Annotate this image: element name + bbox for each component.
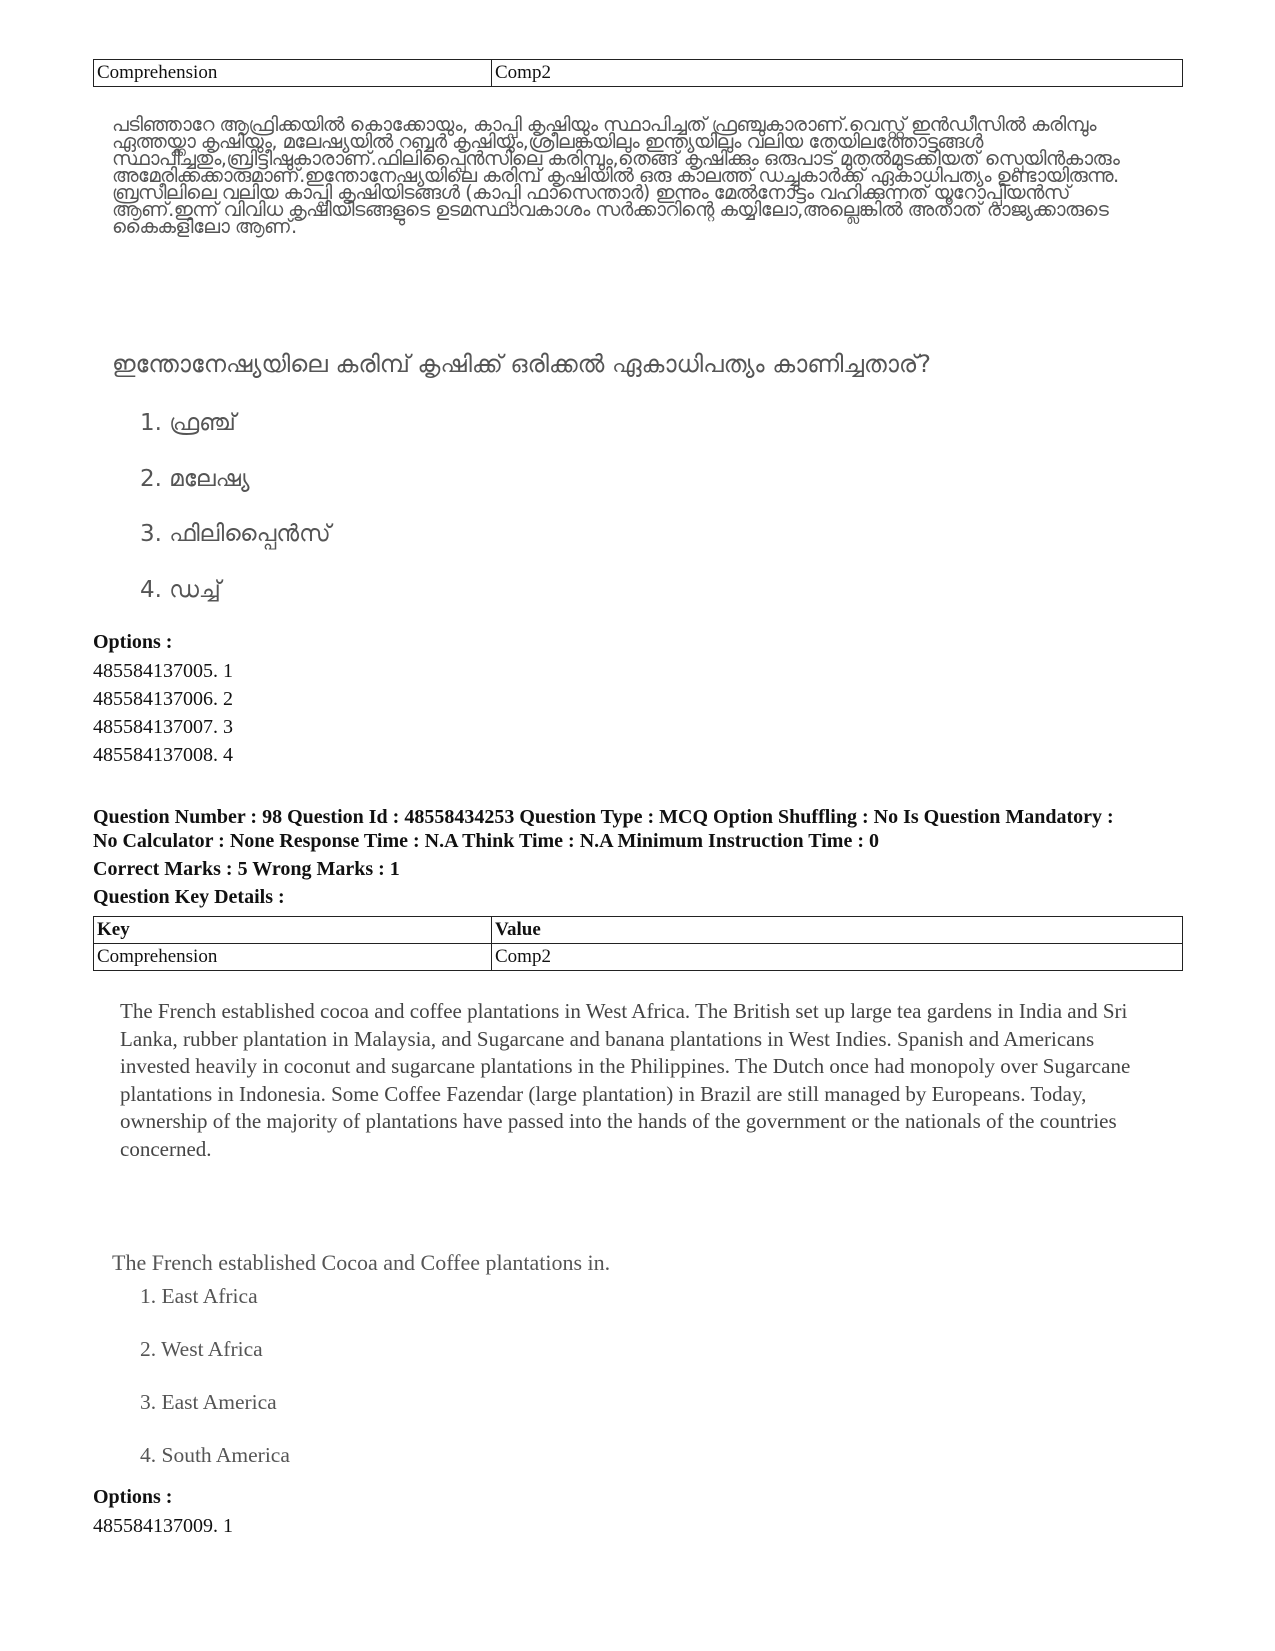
table-header-row (94, 917, 1183, 944)
malayalam-option-3: 3. ഫിലിപ്പൈൻസ് (140, 521, 331, 547)
question-key-table (93, 916, 1183, 971)
question-meta-line-1: Question Number : 98 Question Id : 48558434253 Question Type : MCQ Option Shuffling : No Is Question Mandatory : (93, 806, 1114, 828)
header-value-cell: Value (492, 917, 1183, 944)
english-passage: The French established cocoa and coffee plantations in West Africa. The British set up large tea gardens in India and Sri Lanka, rubber plantation in Malaysia, and Sugarcane and banana plantations in West Indies. Spanish and Americans invested heavily in coconut and sugarcane plantations in the Philippines. The Dutch once had monopoly over Sugarcane plantations in Indonesia. Some Coffee Fazendar (large plantation) in Brazil are still managed by Europeans. Today, ownership of the majority of plantations have passed into the hands of the government or the nationals of the countries concerned. (120, 999, 1131, 1161)
table-row (94, 944, 1183, 971)
header-key-cell: Key (94, 917, 492, 944)
question-meta-line-2: No Calculator : None Response Time : N.A Think Time : N.A Minimum Instruction Time : 0 (93, 830, 879, 852)
options-label: Options : (93, 1486, 173, 1508)
english-question: The French established Cocoa and Coffee plantations in. (112, 1250, 611, 1275)
question-marks: Correct Marks : 5 Wrong Marks : 1 (93, 858, 400, 880)
table-row (94, 60, 1183, 87)
key-cell: Comprehension (94, 944, 492, 971)
options-label: Options : (93, 631, 173, 653)
value-cell: Comp2 (492, 60, 1183, 87)
malayalam-option-2: 2. മലേഷ്യ (140, 466, 250, 492)
option-id-line: 485584137007. 3 (93, 716, 233, 738)
english-option-2: 2. West Africa (140, 1337, 263, 1361)
malayalam-option-1: 1. ഫ്രഞ്ച് (140, 410, 236, 436)
english-option-3: 3. East America (140, 1390, 277, 1414)
english-option-1: 1. East Africa (140, 1284, 258, 1308)
malayalam-option-4: 4. ഡച്ച് (140, 577, 221, 603)
option-id-line: 485584137005. 1 (93, 660, 233, 682)
malayalam-passage: പടിഞ്ഞാറേ ആഫ്രിക്കയിൽ കൊക്കോയും, കാപ്പി കൃഷിയും സ്ഥാപിച്ചത് ഫ്രഞ്ചുകാരാണ്.വെസ്റ്റ് ഇൻഡീസിൽ കരിമ്പും ഏത്തയ്ക്കാ കൃഷിയും, മലേഷ്യയിൽ റബ്ബർ കൃഷിയും,ശ്രീലങ്കയിലും ഇന്ത്യയിലും വലിയ തേയിലത്തോട്ടങ്ങൾ സ്ഥാപിച്ചതും,ബ്രിട്ടീഷുകാരാണ്.ഫിലിപ്പൈൻസിലെ കരിമ്പും,തെങ്ങ് കൃഷിക്കും ഒരുപാട് മുതൽമുടക്കിയത് സ്പെയിൻകാരും അമേരിക്കക്കാരുമാണ്.ഇന്തോനേഷ്യയിലെ കരിമ്പ് കൃഷിയിൽ ഒരു കാലത്ത് ഡച്ചുകാർക്ക് ഏകാധിപത്യം ഉണ്ടായിരുന്നു. ബ്രസീലിലെ വലിയ കാപ്പി കൃഷിയിടങ്ങൾ (കാപ്പി ഫാസെന്താർ) ഇന്നും മേൽനോട്ടം വഹിക്കുന്നത് യൂറോപ്പിയൻസ് ആണ്.ഇന്ന് വിവിധ കൃഷിയിടങ്ങളുടെ ഉടമസ്ഥാവകാശം സർക്കാറിന്റെ കയ്യിലോ,അല്ലെങ്കിൽ അതാത് രാജ്യക്കാരുടെ കൈകളിലോ ആണ്. (112, 113, 1120, 238)
key-cell: Comprehension (94, 60, 492, 87)
option-id-line: 485584137008. 4 (93, 744, 233, 766)
top-key-table (93, 59, 1183, 87)
malayalam-question: ഇന്തോനേഷ്യയിലെ കരിമ്പ് കൃഷിക്ക് ഒരിക്കൽ ഏകാധിപത്യം കാണിച്ചതാര്? (112, 350, 932, 378)
option-id-line: 485584137009. 1 (93, 1515, 233, 1537)
value-cell: Comp2 (492, 944, 1183, 971)
option-id-line: 485584137006. 2 (93, 688, 233, 710)
english-option-4: 4. South America (140, 1443, 290, 1467)
question-key-details-label: Question Key Details : (93, 886, 285, 908)
